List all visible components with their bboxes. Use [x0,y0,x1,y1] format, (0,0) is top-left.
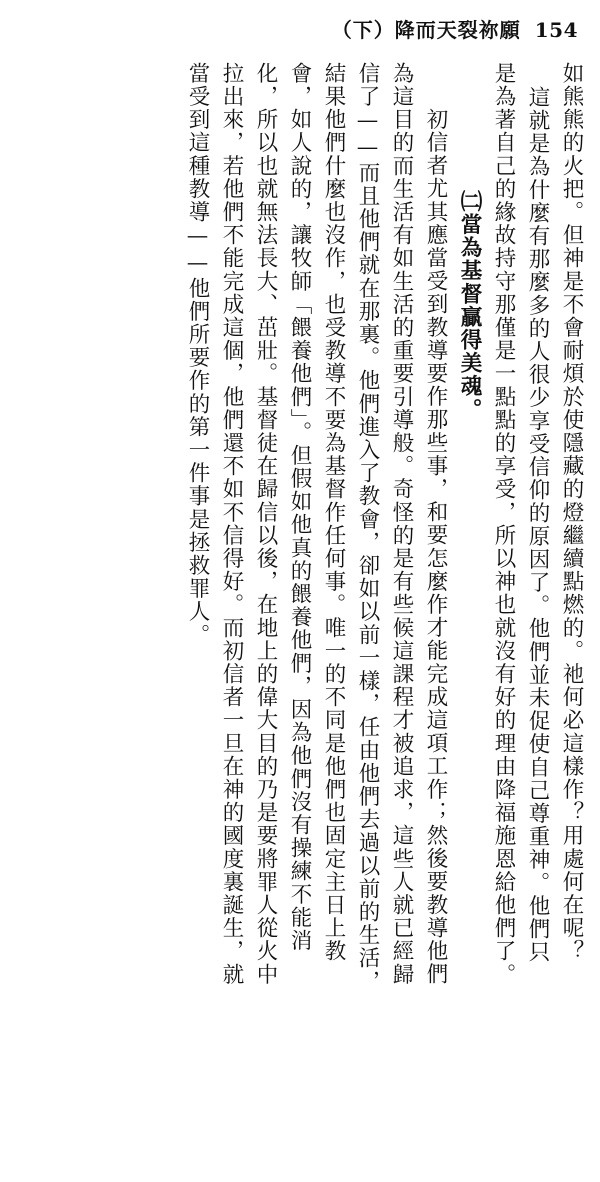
text-column: 結果他們什麼也沒作，也受教導不要為基督作任何事。唯一的不同是他們也固定主日上教 [321,62,346,963]
body-text-columns [26,62,582,1054]
text-column: 化，所以也就無法長大、茁壯。基督徒在歸信以後，在地上的偉大目的乃是要將罪人從火中 [253,62,278,986]
text-column: 拉出來，若他們不能完成這個，他們還不如不信得好。而初信者一旦在神的國度裏誕生，就 [219,62,244,986]
text-column: 初信者尤其應當受到教導要作那些事，和要怎麼作才能完成這項工作；然後要教導他們 [423,108,448,986]
page-header [332,14,578,43]
text-column: 這就是為什麼有那麼多的人很少享受信仰的原因了。他們並未促使自己尊重神。他們只 [525,86,550,964]
text-column: 如熊熊的火把。但神是不會耐煩於使隱藏的燈繼續點燃的。祂何必這樣作？用處何在呢？ [559,62,584,963]
page-number: 154 [534,18,578,42]
text-column: 是為著自己的緣故持守那僅是一點點的享受，所以神也就沒有好的理由降福施恩給他們了。 [491,62,516,986]
section-heading: ㈡當為基督贏得美魂。 [457,190,482,421]
text-column: 為這目的而生活有如生活的重要引導般。奇怪的是有些候這課程才被追求，這些人就已經歸 [389,62,414,986]
running-title: （下）降而天裂祢願 [331,18,521,42]
text-column: 會，如人說的，讓牧師「餵養他們」。但假如他真的餵養他們，因為他們沒有操練不能消 [287,62,312,953]
text-column: 當受到這種教導——他們所要作的第一件事是拯救罪人。 [185,62,210,647]
text-column: 信了——而且他們就在那裏。他們進入了教會，卻如以前一樣，任由他們去過以前的生活， [355,62,380,993]
